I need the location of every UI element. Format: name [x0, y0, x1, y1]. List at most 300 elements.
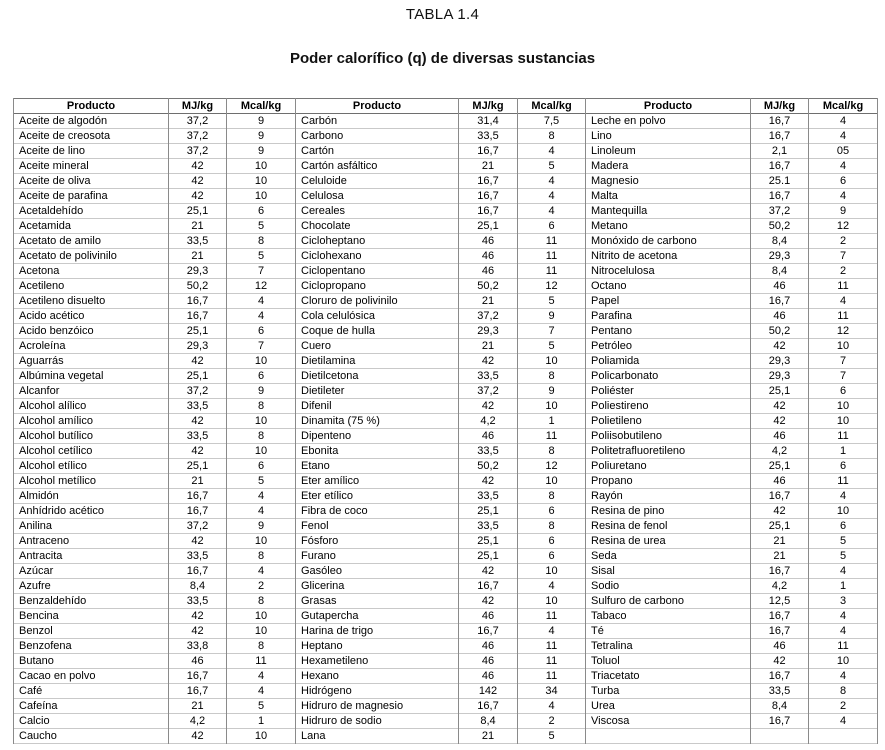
product-cell: Ciclopentano — [296, 264, 459, 279]
mcal-cell: 4 — [809, 489, 878, 504]
mcal-cell: 4 — [809, 669, 878, 684]
mcal-cell: 11 — [809, 639, 878, 654]
mcal-cell: 10 — [227, 444, 296, 459]
mcal-cell: 10 — [227, 609, 296, 624]
product-cell: Rayón — [586, 489, 751, 504]
mcal-cell: 12 — [518, 279, 586, 294]
mcal-cell: 4 — [518, 699, 586, 714]
mj-cell: 37,2 — [169, 384, 227, 399]
mcal-cell: 5 — [227, 219, 296, 234]
mcal-cell: 7 — [227, 339, 296, 354]
product-cell: Tabaco — [586, 609, 751, 624]
product-cell: Tetralina — [586, 639, 751, 654]
mj-cell: 4,2 — [459, 414, 518, 429]
product-cell: Celuloide — [296, 174, 459, 189]
mcal-cell: 11 — [809, 279, 878, 294]
product-cell: Acetileno disuelto — [14, 294, 169, 309]
product-cell: Chocolate — [296, 219, 459, 234]
product-cell: Almidón — [14, 489, 169, 504]
mcal-cell: 8 — [518, 444, 586, 459]
mcal-cell: 4 — [227, 309, 296, 324]
product-cell: Difenil — [296, 399, 459, 414]
mj-cell: 4,2 — [751, 444, 809, 459]
product-cell: Lino — [586, 129, 751, 144]
mj-cell: 4,2 — [169, 714, 227, 729]
mj-cell: 29,3 — [459, 324, 518, 339]
mj-cell: 33,5 — [459, 129, 518, 144]
mcal-cell: 5 — [518, 294, 586, 309]
mj-cell: 46 — [751, 279, 809, 294]
mj-cell — [751, 729, 809, 744]
table-row — [14, 144, 878, 159]
product-cell: Azúcar — [14, 564, 169, 579]
mcal-cell: 10 — [227, 624, 296, 639]
mcal-cell: 4 — [227, 669, 296, 684]
mj-cell: 16,7 — [169, 309, 227, 324]
mj-cell: 29,3 — [169, 339, 227, 354]
mcal-cell: 10 — [518, 594, 586, 609]
product-cell: Caucho — [14, 729, 169, 744]
product-cell: Harina de trigo — [296, 624, 459, 639]
product-cell: Politetrafluoretileno — [586, 444, 751, 459]
product-cell: Ciclohexano — [296, 249, 459, 264]
mcal-cell: 11 — [227, 654, 296, 669]
mj-cell: 33,5 — [459, 489, 518, 504]
product-cell: Sisal — [586, 564, 751, 579]
product-cell: Urea — [586, 699, 751, 714]
table-row — [14, 489, 878, 504]
table-row — [14, 354, 878, 369]
product-cell: Hexano — [296, 669, 459, 684]
product-cell: Fenol — [296, 519, 459, 534]
product-cell: Cloruro de polivinilo — [296, 294, 459, 309]
table-row — [14, 414, 878, 429]
mj-cell: 46 — [751, 429, 809, 444]
table-row — [14, 249, 878, 264]
mj-cell: 37,2 — [459, 309, 518, 324]
product-cell: Sulfuro de carbono — [586, 594, 751, 609]
mj-cell: 8,4 — [169, 579, 227, 594]
table-title: TABLA 1.4 — [405, 6, 480, 23]
mcal-cell: 10 — [809, 399, 878, 414]
mj-cell: 16,7 — [459, 699, 518, 714]
mj-cell: 50,2 — [169, 279, 227, 294]
product-cell: Resina de fenol — [586, 519, 751, 534]
mj-cell: 42 — [169, 609, 227, 624]
product-cell: Parafina — [586, 309, 751, 324]
mcal-cell: 8 — [227, 399, 296, 414]
mcal-cell: 11 — [518, 609, 586, 624]
mcal-cell: 10 — [227, 189, 296, 204]
mcal-cell: 10 — [227, 414, 296, 429]
mcal-cell: 5 — [227, 474, 296, 489]
mj-cell: 46 — [459, 609, 518, 624]
mj-cell: 21 — [459, 159, 518, 174]
product-cell: Nitrito de acetona — [586, 249, 751, 264]
table-row — [14, 609, 878, 624]
table-row — [14, 384, 878, 399]
mcal-cell: 10 — [518, 474, 586, 489]
mj-cell: 33,5 — [169, 594, 227, 609]
table-row — [14, 564, 878, 579]
mcal-cell: 8 — [518, 369, 586, 384]
mcal-cell: 4 — [809, 114, 878, 129]
mj-cell: 25,1 — [169, 204, 227, 219]
mj-cell: 37,2 — [169, 144, 227, 159]
product-cell: Hidruro de magnesio — [296, 699, 459, 714]
mj-cell: 16,7 — [751, 159, 809, 174]
product-cell: Lana — [296, 729, 459, 744]
mcal-cell: 4 — [809, 159, 878, 174]
product-cell: Antracita — [14, 549, 169, 564]
mj-cell: 21 — [751, 549, 809, 564]
mcal-cell: 6 — [518, 504, 586, 519]
mcal-cell: 8 — [227, 594, 296, 609]
mcal-cell: 10 — [518, 354, 586, 369]
mcal-cell: 12 — [227, 279, 296, 294]
mj-cell: 42 — [169, 174, 227, 189]
mj-cell: 8,4 — [751, 264, 809, 279]
product-cell: Coque de hulla — [296, 324, 459, 339]
mj-cell: 16,7 — [751, 624, 809, 639]
product-cell: Acetato de amilo — [14, 234, 169, 249]
mcal-cell: 10 — [227, 534, 296, 549]
header-row — [14, 99, 878, 114]
mcal-cell: 5 — [518, 339, 586, 354]
mcal-cell: 6 — [227, 324, 296, 339]
product-cell: Antraceno — [14, 534, 169, 549]
product-cell: Hidrógeno — [296, 684, 459, 699]
product-cell: Turba — [586, 684, 751, 699]
table-row — [14, 339, 878, 354]
mcal-cell: 4 — [227, 684, 296, 699]
mj-cell: 50,2 — [751, 324, 809, 339]
product-cell: Acroleína — [14, 339, 169, 354]
product-cell: Acetileno — [14, 279, 169, 294]
table-row — [14, 309, 878, 324]
mcal-cell: 11 — [518, 639, 586, 654]
mj-cell: 16,7 — [459, 204, 518, 219]
product-cell: Poliéster — [586, 384, 751, 399]
mcal-cell: 10 — [809, 414, 878, 429]
mj-cell: 42 — [169, 159, 227, 174]
mcal-cell: 4 — [227, 504, 296, 519]
product-cell: Cereales — [296, 204, 459, 219]
mcal-cell: 34 — [518, 684, 586, 699]
col-header-producto-1: Producto — [14, 99, 169, 114]
mj-cell: 46 — [459, 264, 518, 279]
page-subtitle: Poder calorífico (q) de diversas sustancias — [289, 50, 596, 67]
product-cell: Aceite de lino — [14, 144, 169, 159]
table-row — [14, 219, 878, 234]
table-row — [14, 324, 878, 339]
mcal-cell: 11 — [809, 474, 878, 489]
mcal-cell: 6 — [809, 459, 878, 474]
mj-cell: 33,5 — [169, 429, 227, 444]
mcal-cell: 8 — [518, 129, 586, 144]
table-row — [14, 444, 878, 459]
table-row — [14, 159, 878, 174]
product-cell: Octano — [586, 279, 751, 294]
mj-cell: 42 — [459, 354, 518, 369]
mj-cell: 16,7 — [459, 189, 518, 204]
mj-cell: 21 — [169, 699, 227, 714]
mcal-cell — [809, 729, 878, 744]
product-cell: Leche en polvo — [586, 114, 751, 129]
product-cell: Fósforo — [296, 534, 459, 549]
col-header-mcal-3: Mcal/kg — [809, 99, 878, 114]
mj-cell: 42 — [751, 399, 809, 414]
product-cell: Mantequilla — [586, 204, 751, 219]
product-cell: Benzofena — [14, 639, 169, 654]
mj-cell: 42 — [169, 624, 227, 639]
mj-cell: 16,7 — [751, 129, 809, 144]
table-row — [14, 399, 878, 414]
mj-cell: 16,7 — [169, 669, 227, 684]
mcal-cell: 5 — [518, 159, 586, 174]
table-row — [14, 729, 878, 744]
mcal-cell: 11 — [518, 669, 586, 684]
mj-cell: 16,7 — [169, 294, 227, 309]
mj-cell: 46 — [459, 249, 518, 264]
mcal-cell: 4 — [809, 714, 878, 729]
mj-cell: 37,2 — [169, 519, 227, 534]
mj-cell: 42 — [751, 504, 809, 519]
mj-cell: 16,7 — [751, 189, 809, 204]
product-cell: Acetato de polivinilo — [14, 249, 169, 264]
product-cell: Metano — [586, 219, 751, 234]
table-row — [14, 684, 878, 699]
product-cell: Benzaldehído — [14, 594, 169, 609]
mcal-cell: 10 — [227, 354, 296, 369]
mj-cell: 8,4 — [751, 699, 809, 714]
product-cell: Gasóleo — [296, 564, 459, 579]
mj-cell: 46 — [459, 669, 518, 684]
table-row — [14, 234, 878, 249]
table-body — [14, 114, 878, 744]
product-cell: Aceite de oliva — [14, 174, 169, 189]
product-cell: Dietileter — [296, 384, 459, 399]
mcal-cell: 10 — [809, 339, 878, 354]
mj-cell: 25,1 — [751, 519, 809, 534]
mj-cell: 25,1 — [459, 504, 518, 519]
mj-cell: 42 — [459, 594, 518, 609]
mcal-cell: 11 — [518, 234, 586, 249]
product-cell: Gutapercha — [296, 609, 459, 624]
mcal-cell: 2 — [518, 714, 586, 729]
mcal-cell: 4 — [809, 609, 878, 624]
product-cell: Dietilamina — [296, 354, 459, 369]
mcal-cell: 5 — [809, 534, 878, 549]
mj-cell: 25.1 — [751, 174, 809, 189]
product-cell: Seda — [586, 549, 751, 564]
mj-cell: 46 — [751, 639, 809, 654]
mj-cell: 50,2 — [459, 279, 518, 294]
product-cell: Café — [14, 684, 169, 699]
mj-cell: 16,7 — [169, 684, 227, 699]
mj-cell: 16,7 — [459, 624, 518, 639]
product-cell: Ciclopropano — [296, 279, 459, 294]
mcal-cell: 7 — [809, 354, 878, 369]
product-cell: Dinamita (75 %) — [296, 414, 459, 429]
product-cell: Pentano — [586, 324, 751, 339]
mcal-cell: 11 — [518, 264, 586, 279]
mcal-cell: 7 — [518, 324, 586, 339]
product-cell: Viscosa — [586, 714, 751, 729]
mj-cell: 37,2 — [169, 114, 227, 129]
mj-cell: 8,4 — [459, 714, 518, 729]
product-cell: Acido benzóico — [14, 324, 169, 339]
mcal-cell: 4 — [518, 189, 586, 204]
mj-cell: 42 — [751, 654, 809, 669]
mj-cell: 16,7 — [169, 489, 227, 504]
mcal-cell: 10 — [227, 729, 296, 744]
mj-cell: 37,2 — [459, 384, 518, 399]
mj-cell: 4,2 — [751, 579, 809, 594]
mcal-cell: 10 — [518, 564, 586, 579]
mj-cell: 50,2 — [751, 219, 809, 234]
mj-cell: 29,3 — [169, 264, 227, 279]
product-cell: Aceite mineral — [14, 159, 169, 174]
mcal-cell: 4 — [809, 129, 878, 144]
mj-cell: 12,5 — [751, 594, 809, 609]
product-cell: Alcanfor — [14, 384, 169, 399]
mj-cell: 21 — [459, 294, 518, 309]
product-cell: Hexametileno — [296, 654, 459, 669]
product-cell: Glicerina — [296, 579, 459, 594]
mcal-cell: 6 — [809, 519, 878, 534]
mj-cell: 46 — [459, 234, 518, 249]
mj-cell: 46 — [459, 654, 518, 669]
mj-cell: 50,2 — [459, 459, 518, 474]
mj-cell: 16,7 — [169, 564, 227, 579]
product-cell: Poliamida — [586, 354, 751, 369]
table-row — [14, 204, 878, 219]
product-cell: Hidruro de sodio — [296, 714, 459, 729]
product-cell: Dietilcetona — [296, 369, 459, 384]
product-cell: Cacao en polvo — [14, 669, 169, 684]
product-cell: Celulosa — [296, 189, 459, 204]
product-cell: Poliestireno — [586, 399, 751, 414]
product-cell: Cuero — [296, 339, 459, 354]
table-row — [14, 594, 878, 609]
mj-cell: 142 — [459, 684, 518, 699]
mj-cell: 46 — [169, 654, 227, 669]
mj-cell: 42 — [459, 399, 518, 414]
col-header-producto-3: Producto — [586, 99, 751, 114]
mcal-cell: 11 — [518, 429, 586, 444]
mcal-cell: 7,5 — [518, 114, 586, 129]
mj-cell: 29,3 — [751, 369, 809, 384]
mj-cell: 42 — [169, 444, 227, 459]
mcal-cell: 6 — [227, 369, 296, 384]
product-cell: Albúmina vegetal — [14, 369, 169, 384]
col-header-producto-2: Producto — [296, 99, 459, 114]
mcal-cell: 4 — [518, 579, 586, 594]
table-header — [14, 99, 878, 114]
mj-cell: 37,2 — [169, 129, 227, 144]
product-cell: Alcohol alílico — [14, 399, 169, 414]
mj-cell: 42 — [169, 414, 227, 429]
mj-cell: 16,7 — [751, 294, 809, 309]
mcal-cell: 4 — [227, 294, 296, 309]
mj-cell: 8,4 — [751, 234, 809, 249]
mcal-cell: 10 — [227, 159, 296, 174]
mj-cell: 25,1 — [169, 324, 227, 339]
mcal-cell: 4 — [518, 144, 586, 159]
col-header-mj-2: MJ/kg — [459, 99, 518, 114]
mcal-cell: 9 — [227, 129, 296, 144]
table-row — [14, 519, 878, 534]
mj-cell: 16,7 — [751, 114, 809, 129]
mj-cell: 25,1 — [169, 369, 227, 384]
mcal-cell: 9 — [809, 204, 878, 219]
product-cell: Cartón asfáltico — [296, 159, 459, 174]
mcal-cell: 8 — [227, 549, 296, 564]
mj-cell: 16,7 — [751, 564, 809, 579]
mj-cell: 33,5 — [169, 399, 227, 414]
product-cell: Toluol — [586, 654, 751, 669]
table-row — [14, 264, 878, 279]
product-cell: Madera — [586, 159, 751, 174]
product-cell: Triacetato — [586, 669, 751, 684]
product-cell: Acetamida — [14, 219, 169, 234]
table-row — [14, 474, 878, 489]
product-cell: Eter amílico — [296, 474, 459, 489]
product-cell: Cola celulósica — [296, 309, 459, 324]
mcal-cell: 1 — [809, 444, 878, 459]
product-cell: Resina de urea — [586, 534, 751, 549]
product-cell: Butano — [14, 654, 169, 669]
product-cell: Cartón — [296, 144, 459, 159]
product-cell: Calcio — [14, 714, 169, 729]
table-row — [14, 534, 878, 549]
mcal-cell: 6 — [809, 384, 878, 399]
product-cell: Anilina — [14, 519, 169, 534]
mcal-cell: 8 — [227, 639, 296, 654]
product-cell: Sodio — [586, 579, 751, 594]
table-row — [14, 669, 878, 684]
product-cell: Carbón — [296, 114, 459, 129]
mj-cell: 21 — [751, 534, 809, 549]
mcal-cell: 11 — [518, 654, 586, 669]
product-cell: Petróleo — [586, 339, 751, 354]
mcal-cell: 6 — [227, 204, 296, 219]
mcal-cell: 9 — [227, 519, 296, 534]
product-cell: Alcohol cetílico — [14, 444, 169, 459]
mcal-cell: 6 — [518, 549, 586, 564]
mcal-cell: 7 — [809, 249, 878, 264]
mcal-cell: 4 — [809, 189, 878, 204]
mcal-cell: 8 — [227, 429, 296, 444]
col-header-mj-3: MJ/kg — [751, 99, 809, 114]
table-row — [14, 294, 878, 309]
mcal-cell: 5 — [809, 549, 878, 564]
product-cell: Cafeína — [14, 699, 169, 714]
product-cell — [586, 729, 751, 744]
product-cell: Linoleum — [586, 144, 751, 159]
product-cell: Dipenteno — [296, 429, 459, 444]
mcal-cell: 2 — [809, 699, 878, 714]
table-row — [14, 129, 878, 144]
mcal-cell: 9 — [518, 309, 586, 324]
mj-cell: 25,1 — [751, 459, 809, 474]
product-cell: Poliisobutileno — [586, 429, 751, 444]
product-cell: Eter etílico — [296, 489, 459, 504]
mj-cell: 16,7 — [459, 144, 518, 159]
mj-cell: 16,7 — [751, 609, 809, 624]
mj-cell: 21 — [459, 339, 518, 354]
